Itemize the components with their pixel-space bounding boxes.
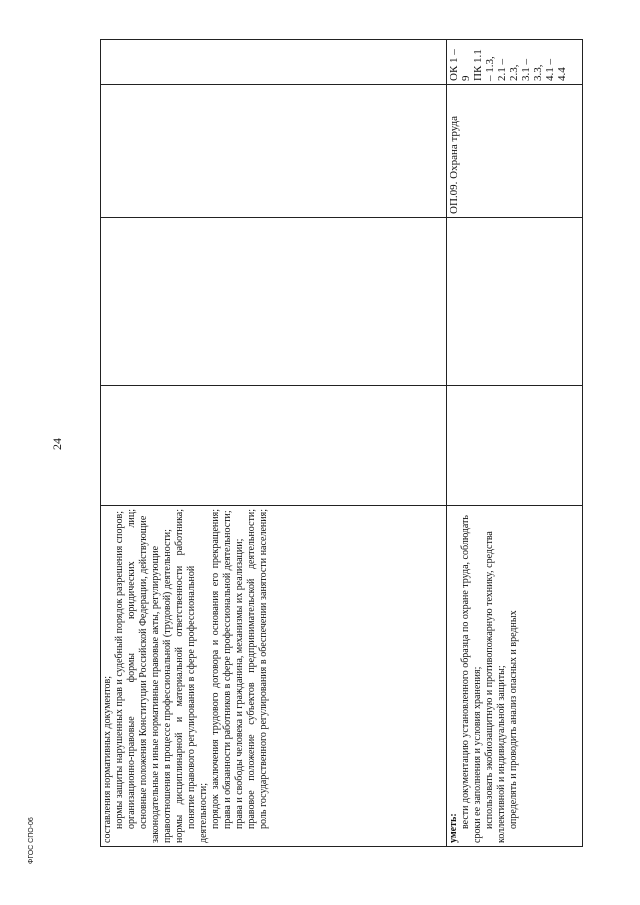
competency-code: 4.1 – 4.4 — [544, 59, 568, 81]
competencies-cell — [447, 40, 583, 85]
list-item: права и свободы человека и гражданина, механизмы их реализации; — [234, 538, 245, 829]
empty-cell — [101, 85, 447, 218]
empty-cell — [101, 40, 447, 85]
competency-code: ПК 1.1 – 1.3, — [472, 49, 496, 81]
list-item: нормы защиты нарушенных прав и судебный порядок разрешения споров; — [114, 510, 125, 829]
list-item: нормы дисциплинарной и материальной ответственности работника; — [174, 509, 185, 843]
competency-code: 2.1 – 2.3, — [496, 59, 520, 81]
knowledge-list-cell — [101, 506, 447, 847]
list-item: использовать экобиозащитную и противопожарную технику, средства коллективной и индивидуальной защиты; — [484, 531, 507, 843]
footer-standard-code: ФГОС СПО-06 — [28, 817, 35, 864]
table-row — [101, 40, 447, 847]
empty-cell — [447, 386, 583, 506]
curriculum-table — [100, 39, 583, 847]
list-item: правовое положение субъектов предпринимательской деятельности; — [246, 509, 257, 829]
list-item: определять и проводить анализ опасных и вредных — [508, 610, 519, 829]
list-item: организационно-правовые формы юридических лиц; — [126, 509, 137, 829]
rotated-table-container — [100, 40, 578, 847]
empty-cell — [101, 386, 447, 506]
list-item: роль государственного регулирования в обеспечении занятости населения; — [258, 509, 269, 829]
discipline-name: ОП.09. Охрана труда — [448, 115, 460, 214]
competency-code: ОК 1 – 9 — [448, 49, 472, 81]
page-number: 24 — [50, 438, 64, 450]
discipline-cell — [447, 85, 583, 218]
list-item: понятие правового регулирования в сфере профессиональной деятельности; — [186, 565, 209, 843]
skills-heading: уметь: — [448, 813, 459, 843]
empty-cell — [101, 218, 447, 386]
table-row — [447, 40, 583, 847]
list-item: вести документацию установленного образца по охране труда, соблюдать сроки ее заполнения и условия хранения; — [460, 515, 483, 843]
list-item: порядок заключения трудового договора и основания его прекращения; — [210, 509, 221, 829]
list-item: основные положения Конституции Российской Федерации, действующие законодательные и иные нормативные правовые акты, регулирующие правоотношения в процессе профессиональной (трудовой) деятельности; — [138, 515, 173, 843]
list-item: составления нормативных документов; — [102, 675, 113, 843]
list-item: права и обязанности работников в сфере профессиональной деятельности; — [222, 510, 233, 829]
competency-code: 3.1 – 3.3, — [520, 59, 544, 81]
empty-cell — [447, 218, 583, 386]
skills-list-cell — [447, 506, 583, 847]
